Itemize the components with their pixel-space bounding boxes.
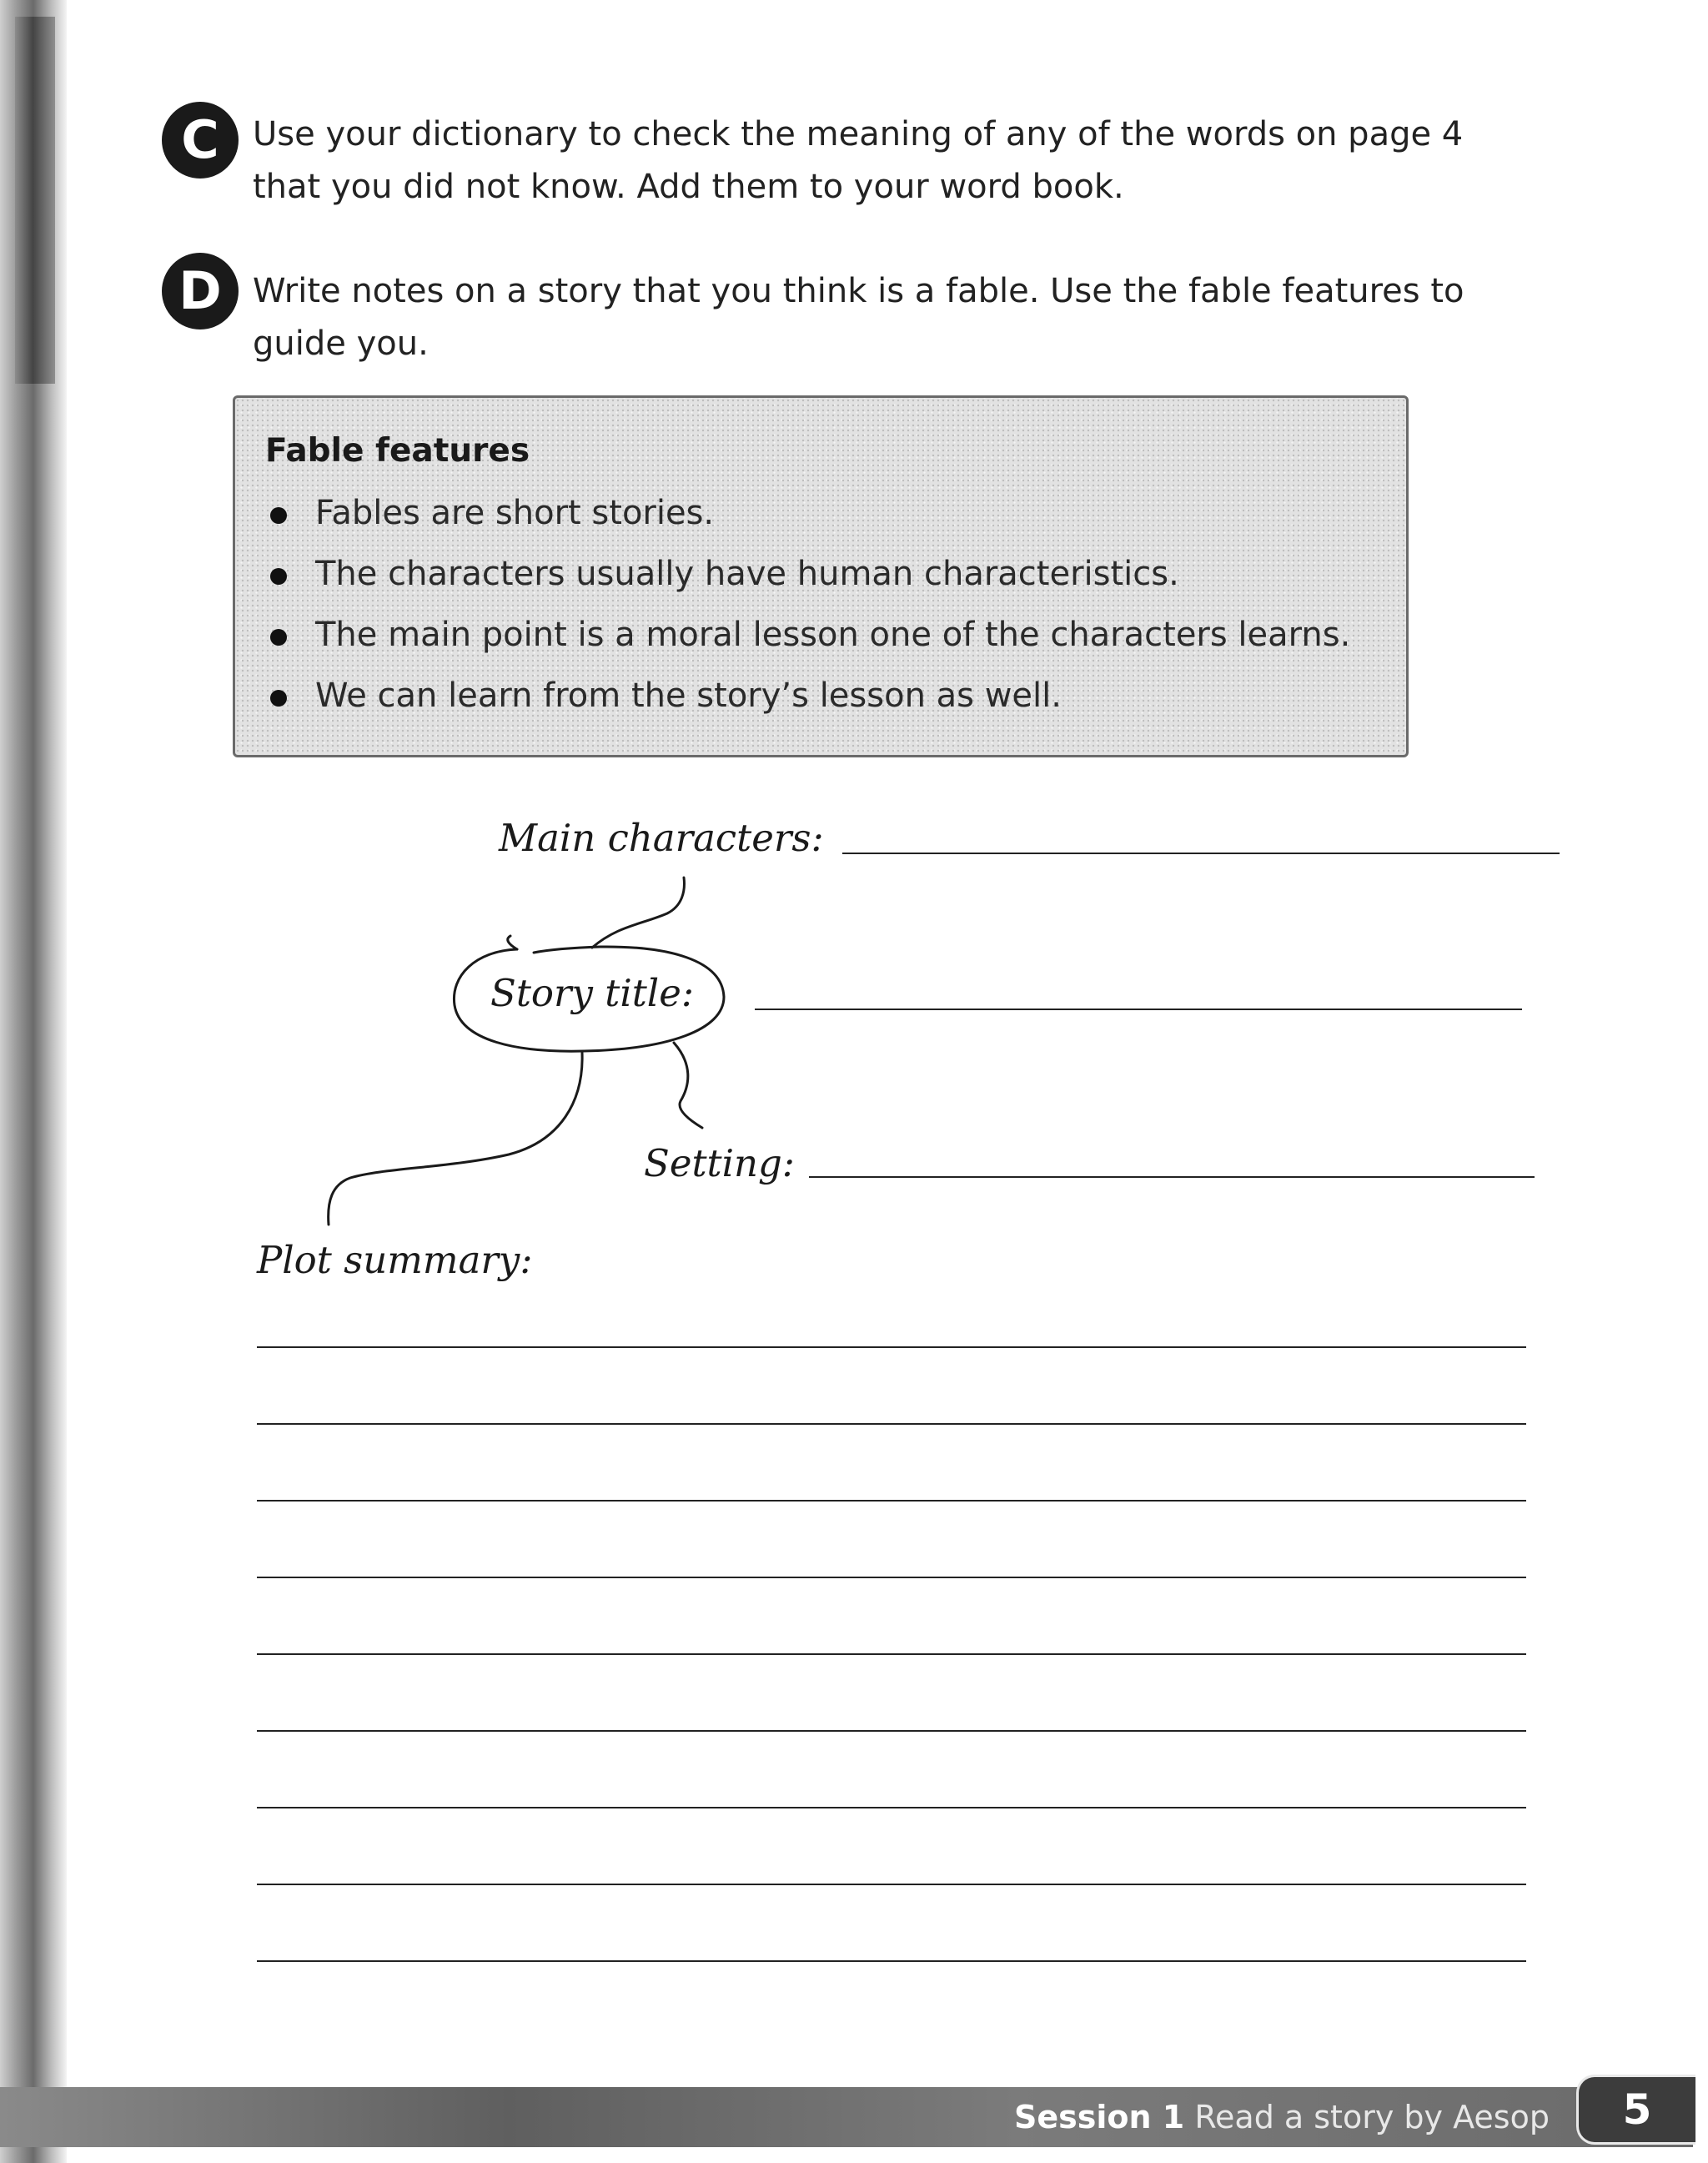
section-c-line-1: Use your dictionary to check the meaning of any of the words on page 4 bbox=[253, 115, 1464, 153]
section-d-line-1: Write notes on a story that you think is a fable. Use the fable features to bbox=[253, 272, 1464, 310]
setting-label: Setting: bbox=[644, 1141, 795, 1185]
feature-text: The main point is a moral lesson one of the characters learns. bbox=[315, 616, 1351, 654]
plot-summary-line[interactable] bbox=[257, 1346, 1526, 1348]
page-number: 5 bbox=[1576, 2075, 1695, 2145]
fable-features-title: Fable features bbox=[265, 432, 530, 470]
story-title-line[interactable] bbox=[755, 1009, 1522, 1010]
plot-summary-line[interactable] bbox=[257, 1960, 1526, 1962]
main-characters-line[interactable] bbox=[842, 853, 1560, 854]
setting-line[interactable] bbox=[809, 1176, 1535, 1178]
feature-text: Fables are short stories. bbox=[315, 494, 715, 532]
section-c-badge: C bbox=[162, 102, 239, 179]
connector-setting bbox=[674, 1043, 702, 1128]
footer-title: Read a story by Aesop bbox=[1194, 2099, 1550, 2135]
plot-summary-line[interactable] bbox=[257, 1423, 1526, 1425]
plot-summary-line[interactable] bbox=[257, 1730, 1526, 1732]
footer-session-title bbox=[1014, 2094, 1550, 2140]
footer-session: Session 1 bbox=[1014, 2099, 1185, 2135]
section-c-line-2: that you did not know. Add them to your word book. bbox=[253, 168, 1124, 206]
connector-main-characters bbox=[592, 878, 684, 948]
plot-summary-label: Plot summary: bbox=[257, 1238, 533, 1282]
ellipse-tail bbox=[508, 936, 517, 949]
plot-summary-line[interactable] bbox=[257, 1653, 1526, 1655]
feature-text: The characters usually have human characteristics. bbox=[315, 555, 1179, 593]
feature-text: We can learn from the story’s lesson as well. bbox=[315, 677, 1062, 715]
main-characters-label: Main characters: bbox=[499, 816, 824, 860]
story-title-label: Story title: bbox=[490, 971, 694, 1015]
connector-plot-summary bbox=[329, 1053, 582, 1225]
section-d-line-2: guide you. bbox=[253, 324, 429, 363]
plot-summary-line[interactable] bbox=[257, 1807, 1526, 1808]
plot-summary-line[interactable] bbox=[257, 1884, 1526, 1885]
plot-summary-line[interactable] bbox=[257, 1577, 1526, 1578]
plot-summary-line[interactable] bbox=[257, 1500, 1526, 1502]
section-d-badge: D bbox=[162, 253, 239, 329]
